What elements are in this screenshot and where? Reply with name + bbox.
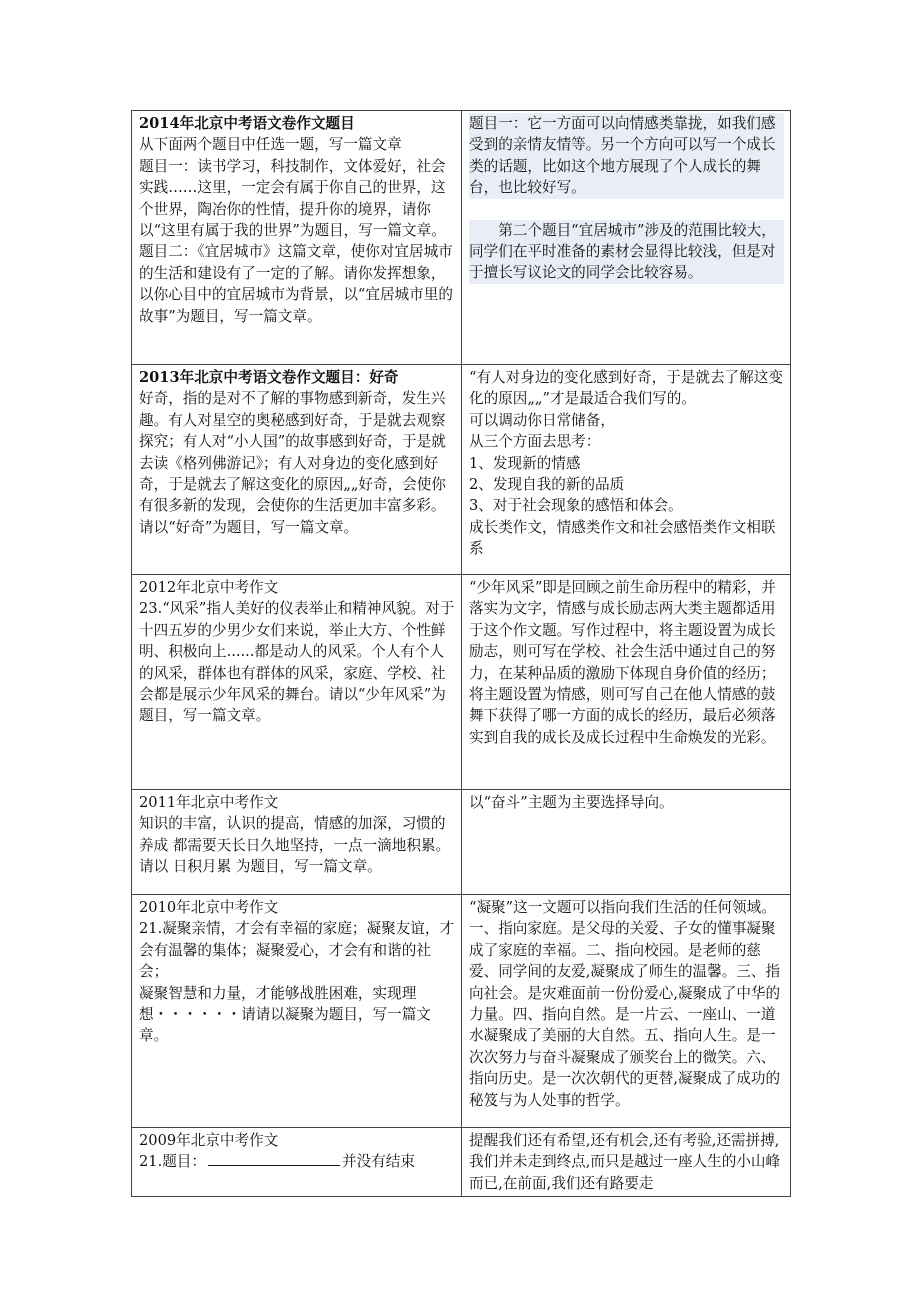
analysis-cell-2011: [462, 790, 791, 895]
analysis-cell-2010: [462, 895, 791, 1128]
topic-text: 21.凝聚亲情，才会有幸福的家庭；凝聚友谊，才会有温馨的集体；凝聚爱心，才会有和谐的社会；: [139, 920, 455, 981]
topic-text: 题目二：《宜居城市》这篇文章，使你对宜居城市的生活和建设有了一定的了解。请你发挥想象，以你心目中的宜居城市为背景，以“宜居城市里的故事”为题目，写一篇文章。: [139, 243, 453, 325]
table-row: [132, 1128, 791, 1197]
year-title: 2012年北京中考作文: [139, 579, 279, 596]
analysis-text: 从三个方面去思考：: [469, 433, 601, 451]
topic-text: 凝聚智慧和力量，才能够战胜困难，实现理想・・・・・・请请以凝聚为题目，写一篇文章。: [139, 984, 431, 1045]
topic-prefix: 21.题目：: [139, 1153, 206, 1171]
table-row: [132, 365, 791, 575]
analysis-text: 成长类作文，情感类作文和社会感悟类作文相联系: [469, 518, 776, 558]
year-title: 2009年北京中考作文: [139, 1132, 279, 1149]
topic-cell-2013: [132, 365, 462, 575]
topic-text: 从下面两个题目中任选一题，写一篇文章: [139, 136, 402, 154]
year-title: 2013年北京中考语文卷作文题目：好奇: [139, 369, 399, 386]
analysis-text: 提醒我们还有希望,还有机会,还有考验,还需拼搏,我们并未走到终点,而只是越过一座人生的小山峰而已,在前面,我们还有路要走: [469, 1132, 781, 1192]
table-row: [132, 790, 791, 895]
year-title: 2011年北京中考作文: [139, 794, 279, 811]
analysis-text: 以“奋斗”主题为主要选择导向。: [469, 794, 674, 811]
analysis-text: 第二个题目“宜居城市”涉及的范围比较大，同学们在平时准备的素材会显得比较浅，但是对于擅长写议论文的同学会比较容易。: [469, 220, 784, 284]
topic-cell-2012: [132, 575, 462, 790]
topic-cell-2011: [132, 790, 462, 895]
topic-suffix: 并没有结束: [342, 1153, 415, 1171]
topic-text: 23.“风采”指人美好的仪表举止和精神风貌。对于十四五岁的少男少女们来说，举止大方、个性鲜明、积极向上......都是动人的风采。个人有个人的风采，群体也有群体的风采，家庭、学校、社会都是展示少年风采的舞台。请以“少年风采”为题目，写一篇文章。: [139, 600, 455, 725]
topic-text: 题目一：读书学习，科技制作，文体爱好，社会实践……这里，一定会有属于你自己的世界，这个世界，陶冶你的性情，提升你的境界，请你以“这里有属于我的世界”为题目，写一篇文章。: [139, 157, 446, 240]
analysis-text: “有人对身边的变化感到好奇，于是就去了解这变化的原因„„”才是最适合我们写的。: [469, 369, 783, 408]
analysis-text: 2、发现自我的新的品质: [469, 476, 625, 494]
analysis-text: 可以调动你日常储备，: [469, 411, 615, 429]
topic-text: 好奇，指的是对不了解的事物感到新奇，发生兴趣。有人对星空的奥秘感到好奇，于是就去观察探究；有人对“小人国”的故事感到好奇，于是就去读《格列佛游记》；有人对身边的变化感到好奇，于是就去了解这变化的原因„„好奇，会使你有很多新的发现，会使你的生活更加丰富多彩。请以“好奇”为题目，写一篇文章。: [139, 390, 446, 536]
analysis-cell-2014: [462, 111, 791, 365]
table-row: [132, 895, 791, 1128]
topic-text: [139, 1151, 455, 1172]
analysis-text: 3、对于社会现象的感悟和体会。: [469, 497, 683, 515]
analysis-text: “凝聚”这一文题可以指向我们生活的任何领域。一、指向家庭。是父母的关爱、子女的懂事凝聚成了家庭的幸福。二、指向校园。是老师的慈爱、同学间的友爱,凝聚成了师生的温馨。三、指向社会。是灾难面前一份份爱心,凝聚成了中华的力量。四、指向自然。是一片云、一座山、一道水凝聚成了美丽的大自然。五、指向人生。是一次次努力与奋斗凝聚成了颁奖台上的微笑。六、指向历史。是一次次朝代的更替,凝聚成了成功的秘笈与为人处事的哲学。: [469, 899, 781, 1109]
year-title: 2014年北京中考语文卷作文题目: [139, 115, 355, 132]
topic-cell-2010: [132, 895, 462, 1128]
year-title: 2010年北京中考作文: [139, 899, 279, 916]
analysis-cell-2009: [462, 1128, 791, 1197]
table-row: [132, 111, 791, 365]
table-row: [132, 575, 791, 790]
topic-cell-2014: [132, 111, 462, 365]
analysis-text: “少年风采”即是回顾之前生命历程中的精彩，并落实为文字，情感与成长励志两大类主题都适用于这个作文题。写作过程中，将主题设置为成长励志，则可写在学校、社会生活中通过自己的努力，在某种品质的激励下体现自身价值的经历；将主题设置为情感，则可写自己在他人情感的鼓舞下获得了哪一方面的成长的经历，最后必须落实到自我的成长及成长过程中生命焕发的光彩。: [469, 579, 776, 746]
fill-in-blank: [208, 1151, 340, 1166]
topic-text: 知识的丰富，认识的提高，情感的加深，习惯的养成 都需要天长日久地坚持，一点一滴地积累。请以 日积月累 为题目，写一篇文章。: [139, 815, 451, 876]
analysis-cell-2013: [462, 365, 791, 575]
analysis-text: 1、发现新的情感: [469, 454, 581, 472]
topic-cell-2009: [132, 1128, 462, 1197]
analysis-text: 题目一：它一方面可以向情感类靠拢，如我们感受到的亲情友情等。另一个方向可以写一个成长类的话题，比如这个地方展现了个人成长的舞台，也比较好写。: [469, 113, 784, 199]
analysis-cell-2012: [462, 575, 791, 790]
essay-topics-table: [131, 110, 791, 1197]
